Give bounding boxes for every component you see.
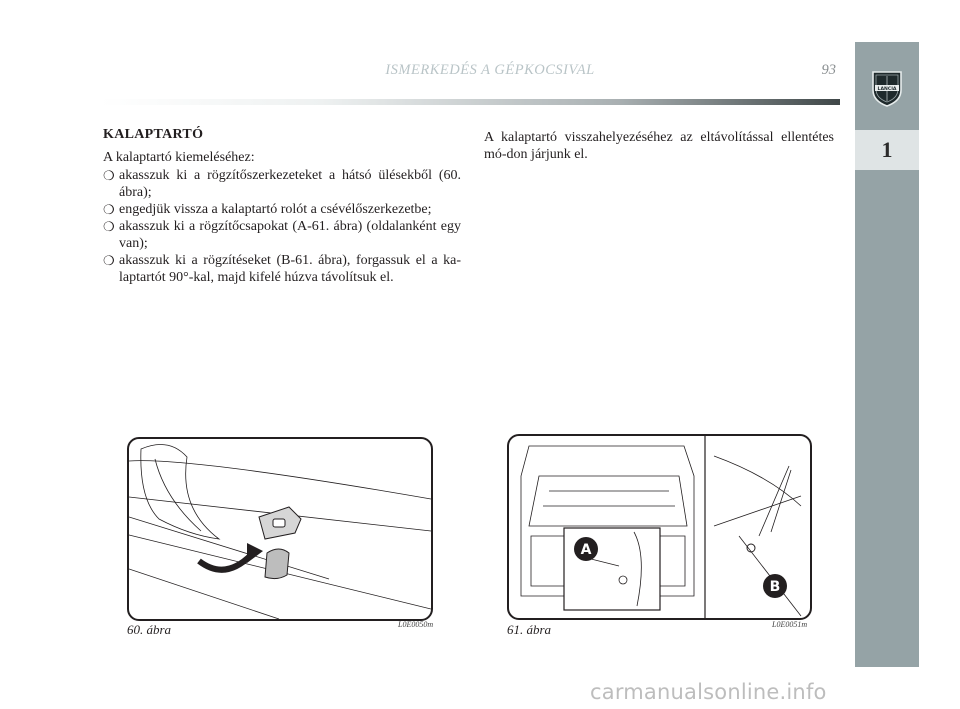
chapter-number: 1 — [855, 130, 919, 170]
figure-60-code: L0E0050m — [398, 620, 434, 629]
instruction-list — [103, 167, 461, 286]
bullet-marker-icon: ❍ — [103, 253, 115, 268]
figure-60-illustration — [127, 437, 433, 621]
figure-61-code: L0E0051m — [772, 620, 808, 629]
list-item — [103, 167, 461, 201]
running-header-title: ISMERKEDÉS A GÉPKOCSIVAL — [385, 62, 595, 78]
list-item — [103, 218, 461, 252]
reinstall-paragraph: A kalaptartó visszahelyezéséhez az eltávolítással ellentétes mó-don járjunk el. — [484, 130, 834, 162]
bullet-marker-icon: ❍ — [103, 202, 115, 217]
list-item-text: akasszuk ki a rögzítéseket (B-61. ábra), forgassuk el a ka-laptartót 90°-kal, majd kifelé húzva távolítsuk el. — [119, 253, 461, 285]
figure-60-drawing — [129, 439, 431, 619]
list-item — [103, 252, 461, 286]
intro-text: A kalaptartó kiemeléséhez: — [103, 150, 255, 165]
callout-b-label: B — [769, 579, 781, 595]
list-item — [103, 201, 461, 218]
bullet-marker-icon: ❍ — [103, 219, 115, 234]
lancia-logo — [868, 68, 906, 108]
figure-60-caption: 60. ábra — [127, 622, 172, 637]
page-number: 93 — [821, 62, 836, 78]
bullet-marker-icon: ❍ — [103, 168, 115, 183]
watermark: carmanualsonline.info — [590, 680, 827, 704]
figure-61-caption: 61. ábra — [507, 622, 552, 637]
list-item-text: akasszuk ki a rögzítőcsapokat (A-61. ábra) (oldalanként egy van); — [119, 219, 461, 251]
figure-61-illustration — [507, 434, 812, 620]
figure-61-drawing — [509, 436, 810, 618]
section-title: KALAPTARTÓ — [103, 127, 204, 142]
logo-text: LANCIA — [877, 86, 897, 92]
callout-a-label: A — [580, 542, 592, 558]
list-item-text: engedjük vissza a kalaptartó rolót a csévélőszerkezetbe; — [119, 202, 432, 217]
list-item-text: akasszuk ki a rögzítőszerkezeteket a hátsó ülésekből (60. ábra); — [119, 168, 461, 200]
header-rule — [100, 99, 840, 105]
